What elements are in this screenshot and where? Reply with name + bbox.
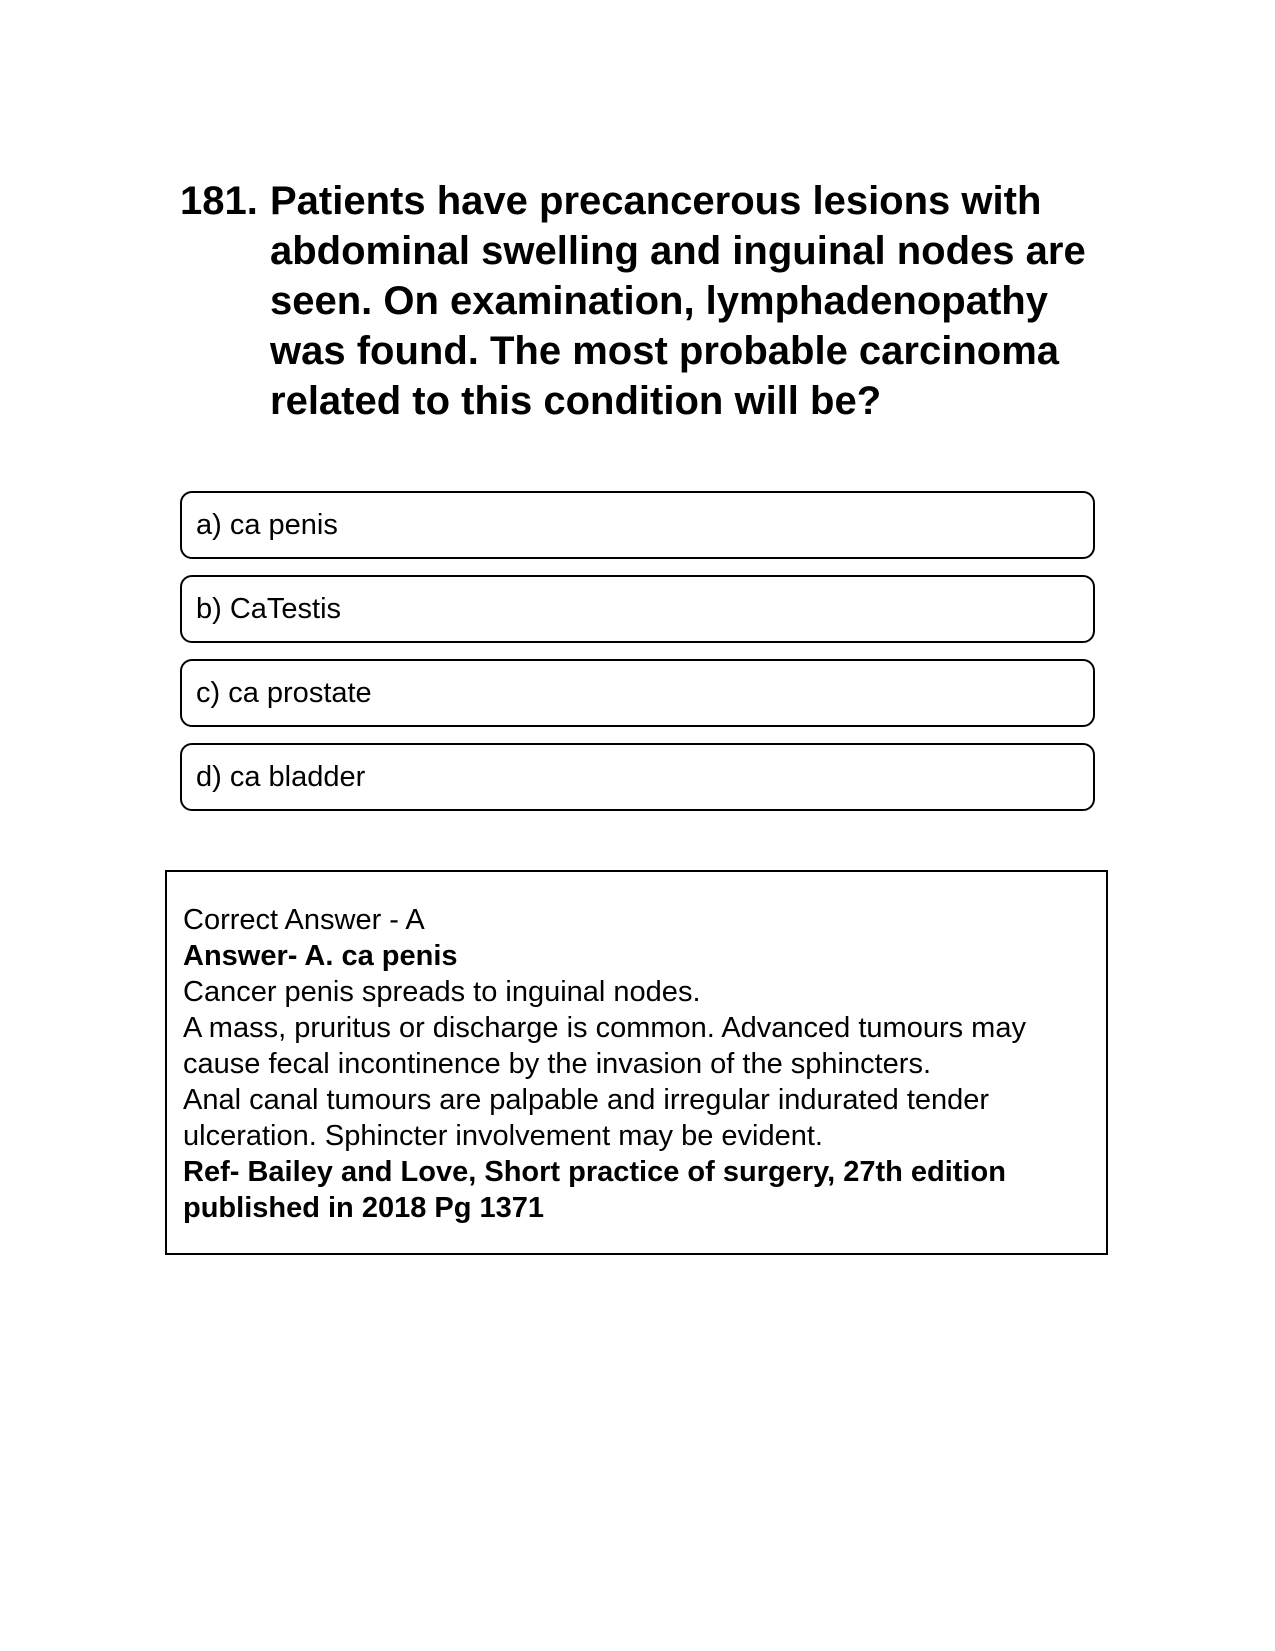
explanation-line-1: Cancer penis spreads to inguinal nodes. — [183, 976, 701, 1008]
question-text: Patients have precancerous lesions with abdominal swelling and inguinal nodes are seen. On examination, lymphadenopathy was found. The most probable carcinoma related to this condition will be? — [270, 179, 1086, 423]
correct-answer: Correct Answer - A — [183, 904, 425, 936]
answer-options — [180, 491, 1095, 827]
option-c[interactable]: c) ca prostate — [180, 659, 1095, 727]
answer-explanation-box — [165, 870, 1108, 1255]
answer-heading: Answer- A. ca penis — [183, 940, 458, 972]
explanation-line-3: Anal canal tumours are palpable and irregular indurated tender ulceration. Sphincter involvement may be evident. — [183, 1084, 990, 1152]
question — [180, 176, 1100, 426]
question-number: 181. — [180, 179, 258, 223]
reference: Ref- Bailey and Love, Short practice of surgery, 27th edition published in 2018 Pg 1371 — [183, 1156, 1006, 1224]
explanation-line-2: A mass, pruritus or discharge is common. Advanced tumours may cause fecal incontinence by the invasion of the sphincters. — [183, 1012, 1026, 1080]
option-d[interactable]: d) ca bladder — [180, 743, 1095, 811]
option-a[interactable]: a) ca penis — [180, 491, 1095, 559]
option-b[interactable]: b) CaTestis — [180, 575, 1095, 643]
